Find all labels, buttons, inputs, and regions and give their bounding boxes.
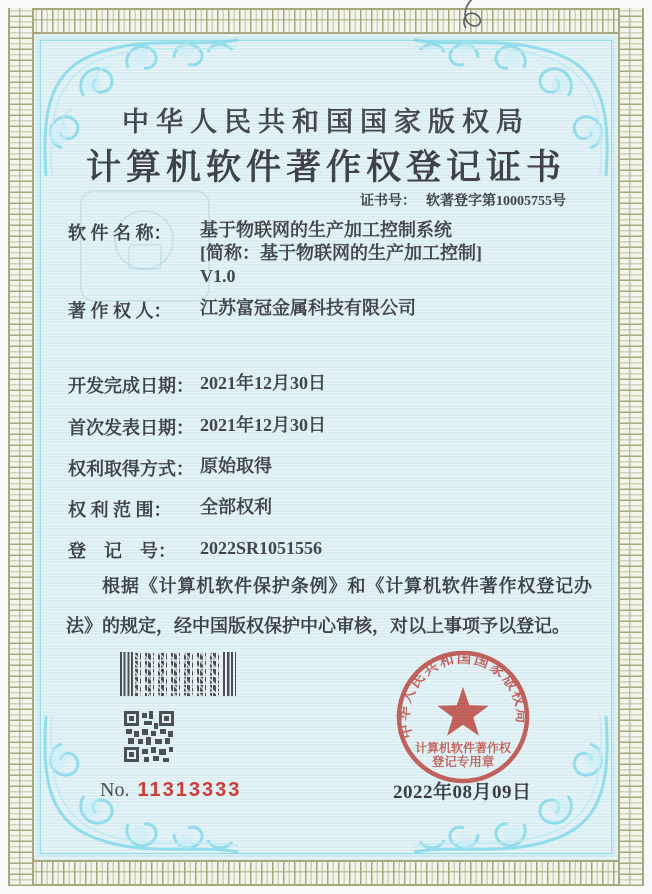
barcode-right-band bbox=[223, 652, 236, 696]
field-row-registration-number bbox=[68, 537, 322, 563]
field-label: 著 作 权 人： bbox=[68, 301, 172, 321]
field-label: 权利取得方式： bbox=[68, 459, 194, 479]
software-short-name: [简称：基于物联网的生产加工控制] bbox=[200, 243, 482, 263]
dev-complete-date: 2021年12月30日 bbox=[200, 373, 326, 393]
barcode-left-band bbox=[120, 652, 135, 696]
registration-number: 2022SR1051556 bbox=[200, 538, 323, 558]
seal-caption-line2: 登记专用章 bbox=[431, 755, 495, 769]
certificate-number-line bbox=[360, 190, 566, 210]
certificate-number-label: 证书号： bbox=[360, 194, 416, 209]
field-value bbox=[200, 219, 482, 288]
field-row-copyright-owner bbox=[68, 297, 416, 323]
serial-number-label: No. bbox=[100, 779, 130, 801]
star-icon bbox=[437, 687, 488, 736]
barcode-icon bbox=[120, 652, 236, 696]
certificate-number-value: 软著登字第10005755号 bbox=[426, 194, 566, 209]
authority-title: 中华人民共和国国家版权局 bbox=[122, 107, 530, 137]
field-row-first-publish-date bbox=[68, 414, 326, 440]
serial-number-line bbox=[100, 779, 241, 802]
serial-number-value: 11313333 bbox=[137, 779, 242, 801]
qr-code-icon bbox=[124, 711, 174, 763]
software-version: V1.0 bbox=[200, 266, 236, 286]
field-row-rights-acquisition bbox=[68, 455, 272, 481]
first-publish-date: 2021年12月30日 bbox=[200, 415, 326, 435]
software-name: 基于物联网的生产加工控制系统 bbox=[200, 220, 452, 240]
copyright-owner: 江苏富冠金属科技有限公司 bbox=[200, 298, 416, 318]
issue-date: 2022年08月09日 bbox=[393, 782, 532, 803]
field-row-software-name bbox=[68, 219, 482, 288]
seal-ring-text: 中华人民共和国国家版权局 bbox=[396, 650, 530, 741]
field-row-dev-complete-date bbox=[68, 372, 326, 398]
barcode-data-region bbox=[135, 652, 223, 696]
pen-scribble-icon bbox=[442, 0, 502, 32]
field-label: 权 利 范 围： bbox=[68, 500, 172, 520]
field-label: 软 件 名 称： bbox=[68, 223, 172, 243]
rights-acquisition: 原始取得 bbox=[200, 456, 272, 476]
seal-caption-line1: 计算机软件著作权 bbox=[414, 741, 512, 755]
field-label: 开发完成日期： bbox=[68, 376, 194, 396]
field-label: 首次发表日期： bbox=[68, 418, 194, 438]
greek-key-border-bottom bbox=[8, 860, 644, 886]
registration-statement: 根据《计算机软件保护条例》和《计算机软件著作权登记办法》的规定，经中国版权保护中心审核，对以上事项予以登记。 bbox=[66, 576, 592, 636]
rights-scope: 全部权利 bbox=[200, 497, 272, 517]
certificate-title: 计算机软件著作权登记证书 bbox=[85, 148, 566, 187]
field-row-rights-scope bbox=[68, 496, 272, 522]
official-seal bbox=[392, 646, 534, 788]
field-label: 登 记 号： bbox=[68, 541, 176, 561]
